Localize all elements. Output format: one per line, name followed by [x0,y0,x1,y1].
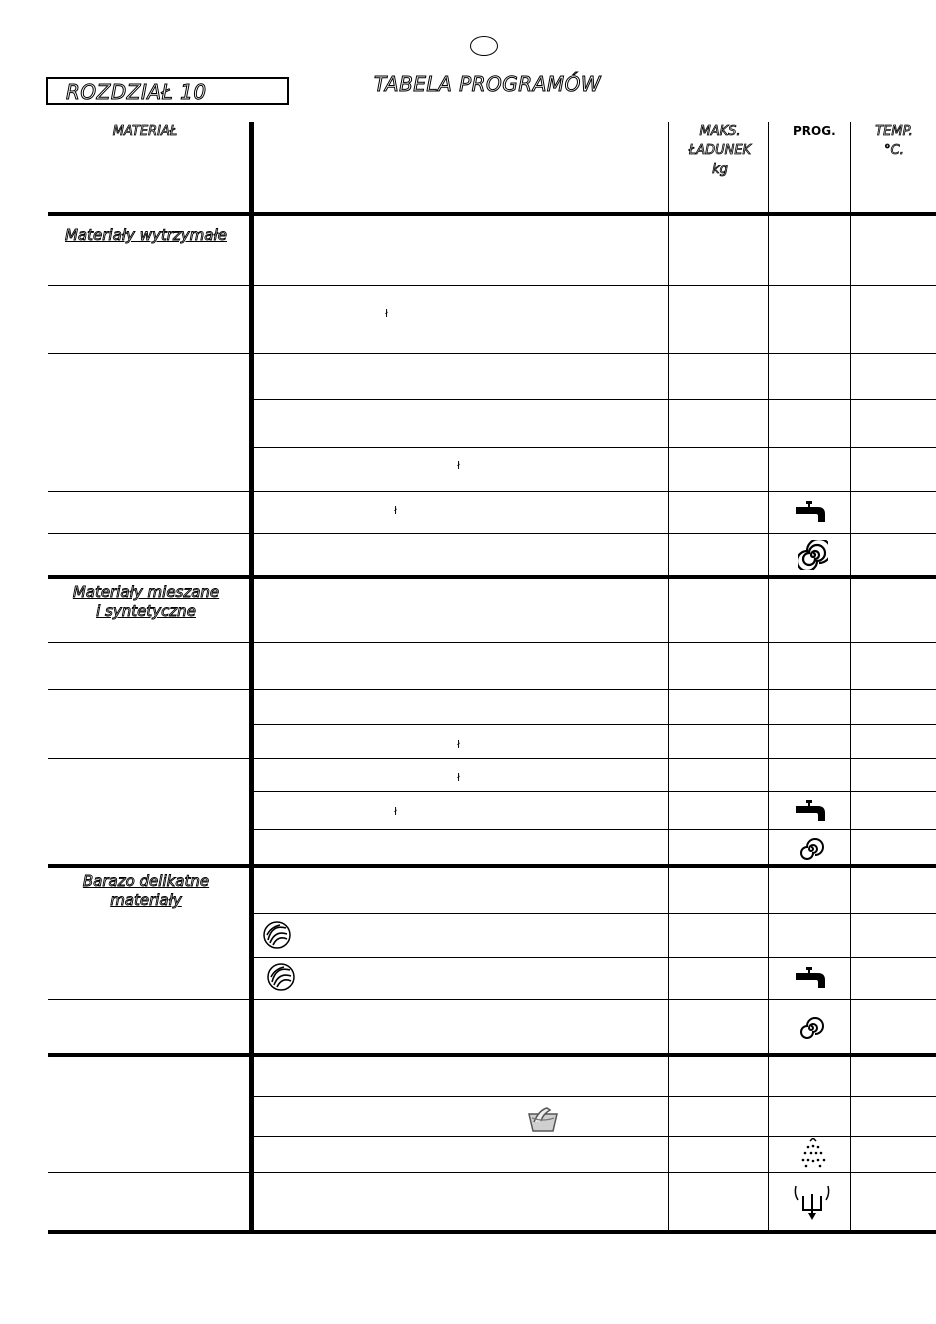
divider-material [249,122,254,1232]
dagger-mark: ł [457,771,461,784]
wool-icon [266,962,296,992]
row-separator [254,1136,936,1137]
wool-icon [262,920,292,950]
load-header-line1: MAKS. [699,124,741,139]
column-header-prog: PROG. [793,124,836,138]
row-separator [254,447,936,448]
category-mixed-line2: i syntetyczne [96,602,196,620]
rinse-tap-icon [794,966,828,994]
drip-dry-icon [796,1138,830,1170]
category-mixed-line1: Materiały mieszane [72,583,220,601]
table-bottom-border [48,1230,936,1234]
spin-spiral-icon [798,836,824,862]
dagger-mark: ł [394,504,398,517]
section-separator [48,575,936,579]
row-separator [254,829,936,830]
column-header-load [672,122,768,179]
row-separator [48,642,936,643]
temp-header-line1: TEMP. [875,124,913,139]
page-title: TABELA PROGRAMÓW [374,72,602,96]
load-header-line3: kg [712,162,728,177]
row-separator [254,399,936,400]
rinse-tap-icon [794,799,828,827]
category-delicate [48,872,244,910]
section-separator [48,1053,936,1057]
row-separator [48,353,936,354]
dagger-mark: ł [457,459,461,472]
rinse-tap-icon [794,500,828,528]
temp-header-line2: °C. [884,143,904,158]
row-separator [254,791,936,792]
category-strong: Materiały wytrzymałe [64,226,227,244]
load-header-line2: ŁADUNEK [688,143,752,158]
category-mixed [48,583,244,621]
column-header-temp [852,122,936,160]
dagger-mark: ł [457,738,461,751]
row-separator [48,533,936,534]
dagger-mark: ł [394,805,398,818]
section-separator [48,864,936,868]
divider-prog [850,122,851,1232]
material-header-text: MATERIAŁ [112,124,178,139]
chapter-box [46,77,289,105]
row-separator [254,913,936,914]
category-delicate-line2: materiały [110,891,182,909]
row-separator [48,1172,936,1173]
divider-load [768,122,769,1232]
row-separator [48,758,936,759]
divider-description [668,122,669,1232]
spin-spiral-icon [798,540,828,570]
category-delicate-line1: Barazo delikatne [82,872,210,890]
row-separator [254,957,936,958]
row-separator [48,491,936,492]
row-separator [48,689,936,690]
chapter-label: ROZDZIAŁ 10 [66,80,207,104]
row-separator [48,999,936,1000]
row-separator [254,724,936,725]
drain-icon [790,1180,834,1224]
row-separator [254,1096,936,1097]
column-header-material [60,122,230,141]
language-badge [470,36,498,56]
section-separator [48,212,936,216]
row-separator [48,285,936,286]
dagger-mark: ł [385,307,389,320]
spin-spiral-icon [798,1015,824,1041]
hand-wash-icon [526,1104,560,1134]
